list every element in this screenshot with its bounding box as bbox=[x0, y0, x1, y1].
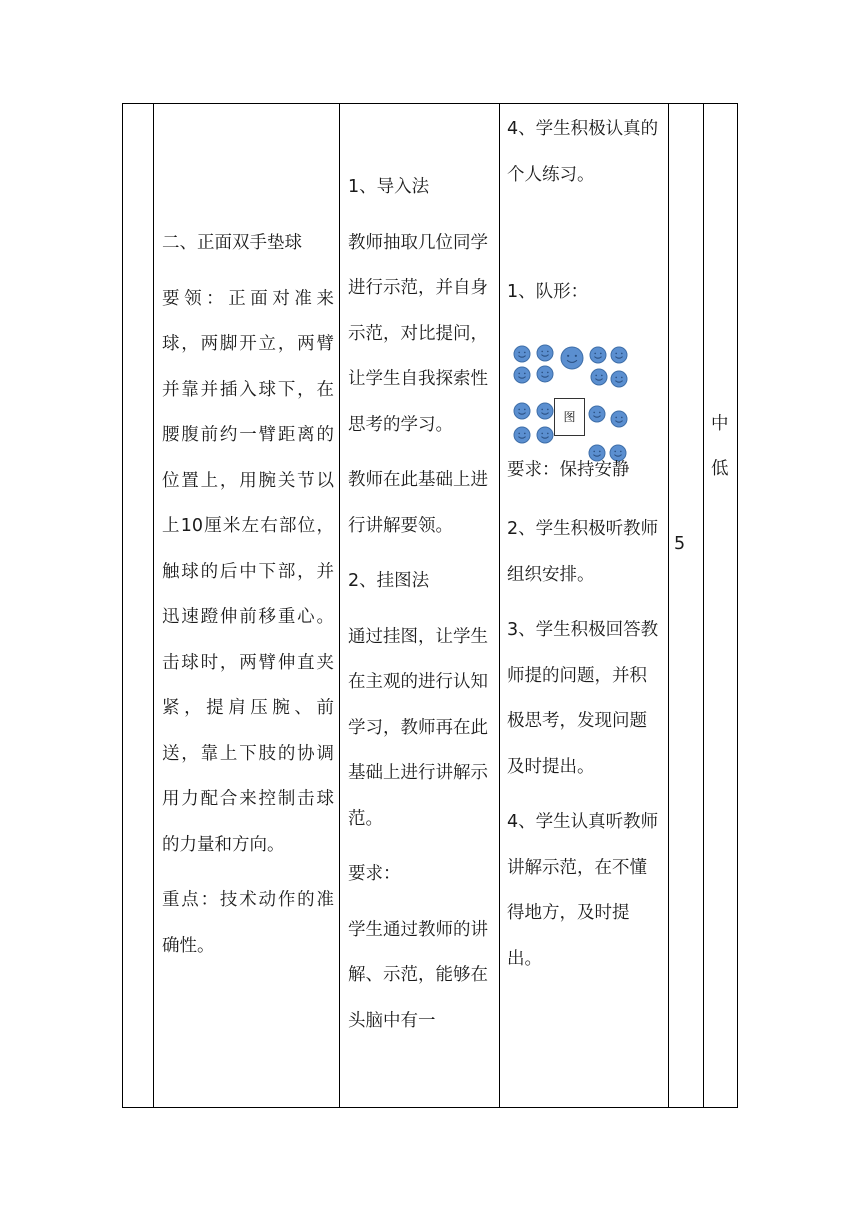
time-cell: 5 bbox=[674, 534, 686, 554]
table-border bbox=[703, 103, 704, 1108]
formation-diagram bbox=[508, 340, 668, 465]
requirement-title: 要求： bbox=[348, 864, 401, 884]
student-face-icon bbox=[589, 406, 605, 422]
activity-item-3: 3、学生积极回答教师提的问题，并积极思考，发现问题及时提出。 bbox=[507, 620, 659, 777]
student-face-icon bbox=[514, 403, 530, 419]
student-face-icon bbox=[537, 427, 553, 443]
method-1-text: 教师抽取几位同学进行示范，并自身示范，对比提问，让学生自我探索性思考的学习。 bbox=[348, 232, 488, 435]
content-key-point: 重点：技术动作的准确性。 bbox=[162, 890, 334, 956]
activity-item-2: 2、学生积极听教师组织安排。 bbox=[507, 519, 659, 585]
method-2-text: 通过挂图，让学生在主观的进行认知学习，教师再在此基础上进行讲解示范。 bbox=[348, 626, 488, 829]
activity-item-4: 4、学生认真听教师讲解示范，在不懂得地方，及时提出。 bbox=[507, 812, 659, 969]
table-top-border bbox=[122, 103, 738, 104]
student-face-icon bbox=[537, 403, 553, 419]
student-face-icon bbox=[514, 367, 530, 383]
formation-title: 1、队形： bbox=[507, 282, 589, 302]
student-face-icon bbox=[514, 427, 530, 443]
method-cell bbox=[348, 165, 494, 1054]
activity-top-text: 4、学生积极认真的个人练习。 bbox=[507, 119, 659, 185]
student-face-icon bbox=[561, 347, 583, 369]
content-heading: 二、正面双手垫球 bbox=[162, 233, 302, 253]
method-1-text-2: 教师在此基础上进行讲解要领。 bbox=[348, 470, 488, 536]
method-2-title: 2、挂图法 bbox=[348, 571, 430, 591]
table-bottom-border bbox=[122, 1107, 738, 1108]
student-face-icon bbox=[514, 346, 530, 362]
student-face-icon bbox=[537, 366, 553, 382]
table-border bbox=[737, 103, 738, 1108]
content-essentials: 要领：正面对准来球，两脚开立，两臂并靠并插入球下，在腰腹前约一臂距离的位置上，用腕关节以上10厘米左右部位，触球的后中下部，并迅速蹬伸前移重心。击球时，两臂伸直夹紧，提肩压腕、前送，靠上下肢的协调用力配合来控制击球的力量和方向。 bbox=[162, 288, 334, 855]
formation-requirement: 要求：保持安静 bbox=[507, 460, 630, 480]
table-border bbox=[339, 103, 340, 1108]
intensity-cell: 中低 bbox=[711, 414, 729, 479]
table-border bbox=[153, 103, 154, 1108]
requirement-text: 学生通过教师的讲解、示范，能够在头脑中有一 bbox=[348, 919, 488, 1031]
student-face-icon bbox=[611, 347, 627, 363]
student-face-icon bbox=[611, 411, 627, 427]
student-face-icon bbox=[590, 347, 606, 363]
formation-title-cell bbox=[507, 270, 663, 326]
student-face-icon bbox=[591, 369, 607, 385]
method-1-title: 1、导入法 bbox=[348, 177, 430, 197]
table-border bbox=[668, 103, 669, 1108]
table-border bbox=[499, 103, 500, 1108]
chart-box: 图 bbox=[554, 398, 585, 436]
student-face-icon bbox=[537, 345, 553, 361]
student-face-icon bbox=[611, 371, 627, 387]
table-border bbox=[122, 103, 123, 1108]
student-activity-top bbox=[507, 107, 663, 208]
student-activity-list bbox=[507, 507, 663, 992]
content-cell bbox=[162, 221, 334, 979]
